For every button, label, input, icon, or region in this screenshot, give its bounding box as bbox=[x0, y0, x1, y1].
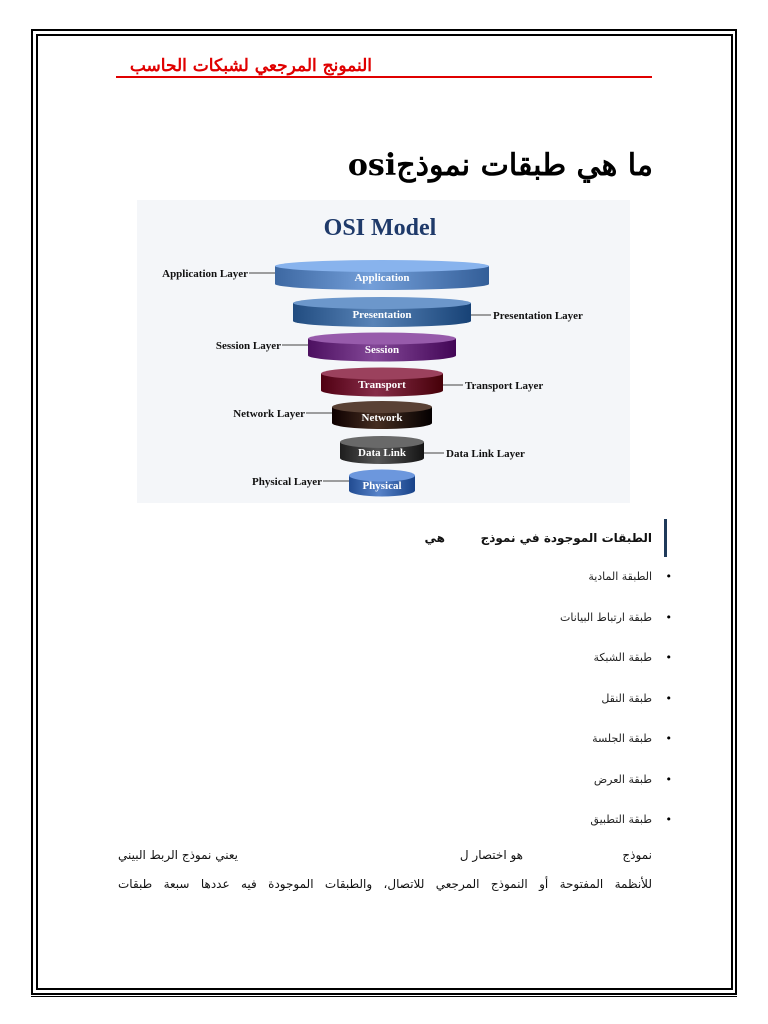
layer-list-item bbox=[560, 727, 672, 768]
bullet-icon: • bbox=[665, 651, 672, 664]
osi-layer-callout: Transport Layer bbox=[465, 380, 544, 392]
osi-layer-disc bbox=[340, 436, 424, 464]
header-title: النمونج المرجعي لشبكات الحاسب bbox=[129, 56, 372, 76]
paragraph-line1-part3: يعني نموذج الربط البيني bbox=[118, 848, 238, 862]
section-marker bbox=[664, 519, 667, 557]
layer-list-item bbox=[560, 768, 672, 809]
osi-layer-callout: Physical Layer bbox=[252, 476, 322, 488]
osi-layer-disc bbox=[275, 260, 489, 290]
layer-list-item bbox=[560, 606, 672, 647]
page-heading: ما هي طبقات نموذجosi bbox=[347, 148, 653, 183]
bullet-icon: • bbox=[665, 732, 672, 745]
osi-layer-label: Network bbox=[361, 412, 403, 424]
layer-list-item bbox=[560, 808, 672, 849]
paragraph-line1-part2: هو اختصار ل bbox=[459, 848, 523, 862]
osi-layer-callout: Application Layer bbox=[162, 268, 248, 280]
layer-list-label: الطبقة المادية bbox=[588, 570, 652, 583]
layer-list-item bbox=[560, 646, 672, 687]
section-suffix: هي bbox=[424, 531, 445, 545]
paragraph-line1-part1: نموذج bbox=[622, 848, 652, 862]
layer-list-label: طبقة ارتباط البيانات bbox=[560, 610, 652, 624]
osi-layer-top bbox=[293, 297, 471, 309]
osi-layer-top bbox=[308, 333, 456, 345]
header-underline bbox=[116, 76, 652, 78]
layer-list-label: طبقة الجلسة bbox=[592, 732, 652, 745]
bullet-icon: • bbox=[665, 570, 672, 583]
osi-layer-disc bbox=[349, 470, 415, 497]
figure-title: OSI Model bbox=[323, 215, 437, 241]
osi-layer-disc bbox=[332, 401, 432, 429]
osi-layer-top bbox=[275, 260, 489, 272]
layer-list-item bbox=[560, 687, 672, 728]
osi-layer-callout: Session Layer bbox=[215, 340, 281, 352]
osi-layer-callout: Network Layer bbox=[233, 408, 305, 420]
osi-layer-disc bbox=[321, 368, 443, 397]
bullet-icon: • bbox=[665, 691, 672, 705]
section-label: الطبقات الموجودة في نموذج bbox=[480, 531, 652, 545]
osi-layer-callout: Presentation Layer bbox=[493, 310, 583, 322]
layer-list-item bbox=[560, 565, 672, 606]
osi-layer-disc bbox=[308, 333, 456, 362]
osi-layer-callout: Data Link Layer bbox=[446, 448, 525, 460]
osi-layer-label: Application bbox=[354, 272, 410, 284]
osi-layer-disc bbox=[293, 297, 471, 327]
page-bottom-rule bbox=[31, 996, 737, 997]
bullet-icon: • bbox=[665, 813, 672, 826]
osi-layer-top bbox=[321, 368, 443, 380]
osi-layer-label: Physical bbox=[362, 480, 402, 492]
osi-layer-label: Data Link bbox=[358, 447, 406, 459]
osi-model-figure bbox=[137, 200, 630, 503]
bullet-icon: • bbox=[665, 772, 672, 786]
osi-layer-label: Transport bbox=[358, 379, 406, 391]
paragraph-line2: للأنظمة المفتوحة أو النموذج المرجعي للاتصال، والطبقات الموجودة فيه عددها سبعة طبقات bbox=[118, 877, 652, 891]
osi-layer-label: Session bbox=[364, 344, 400, 356]
osi-layer-label: Presentation bbox=[352, 309, 412, 321]
layers-list bbox=[560, 565, 672, 849]
layer-list-label: طبقة النقل bbox=[601, 691, 652, 705]
layer-list-label: طبقة التطبيق bbox=[590, 813, 652, 826]
layer-list-label: طبقة الشبكة bbox=[593, 651, 652, 664]
layer-list-label: طبقة العرض bbox=[593, 772, 652, 786]
osi-model-diagram bbox=[137, 200, 630, 503]
bullet-icon: • bbox=[665, 610, 672, 624]
